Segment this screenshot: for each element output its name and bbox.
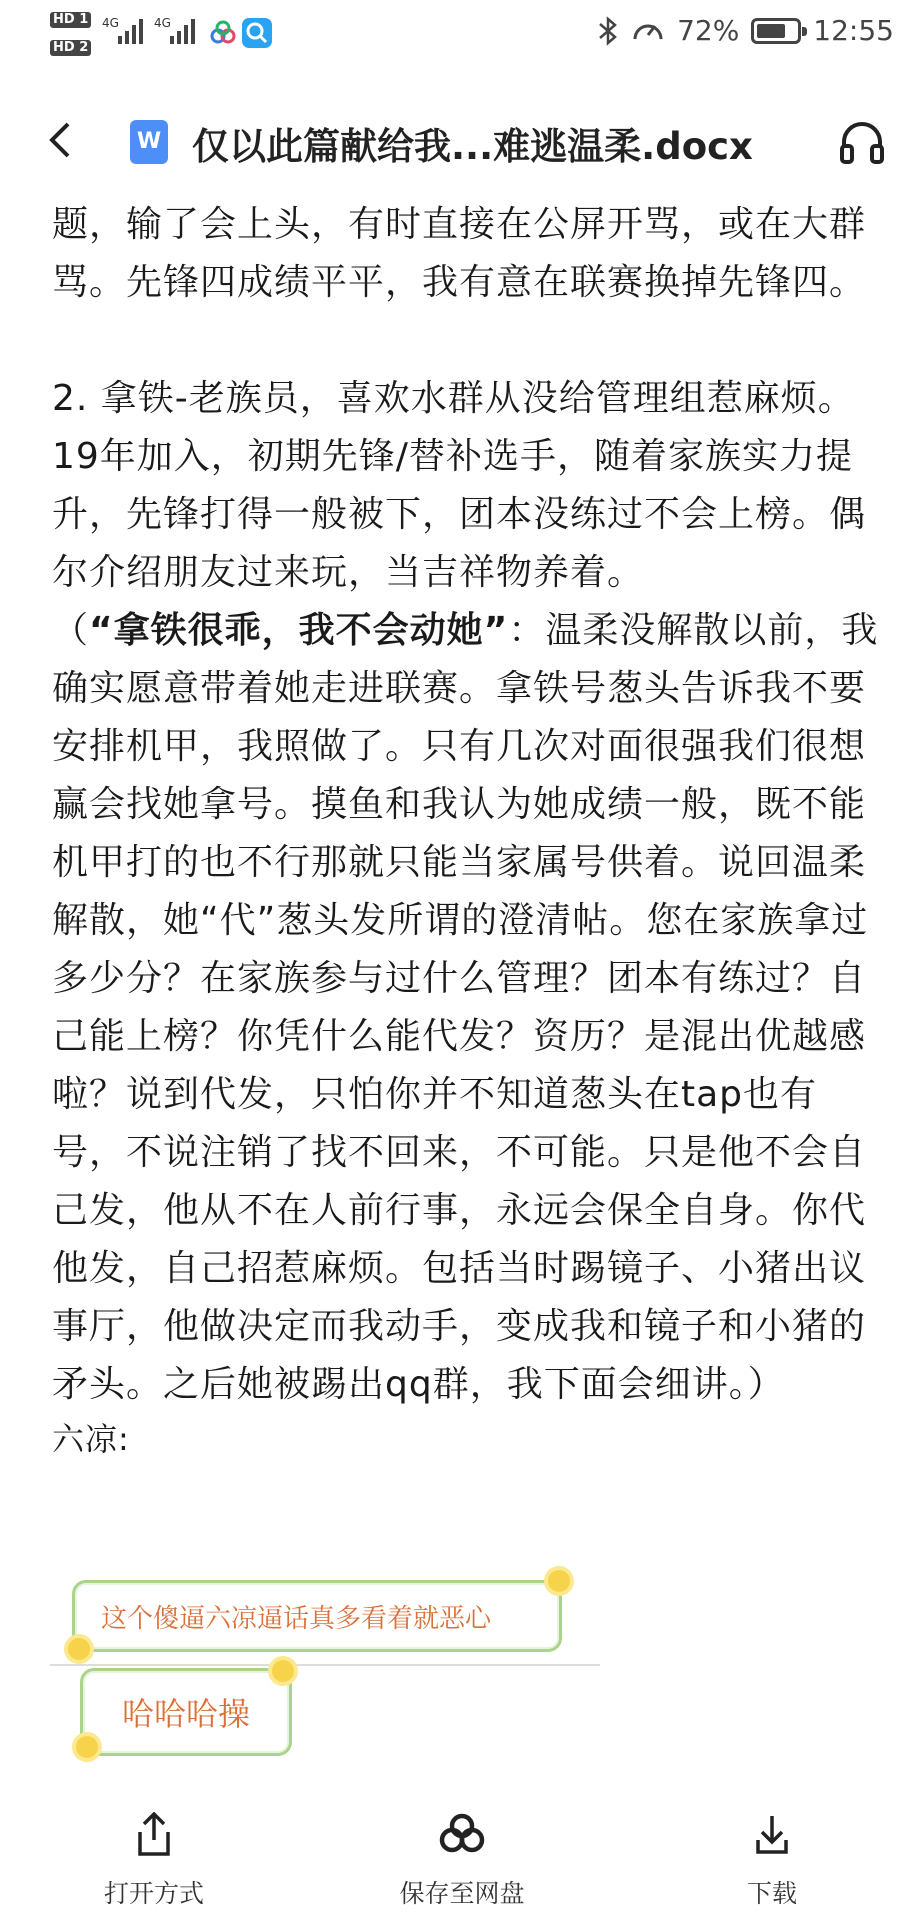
document-title: 仅以此篇献给我...难逃温柔.docx — [192, 125, 753, 168]
save-to-cloud-button[interactable] — [362, 1810, 562, 1910]
label-liuliang: 六凉: — [52, 1420, 130, 1458]
hd1-badge: HD 1 — [50, 12, 91, 28]
paragraph-3-rest: ：温柔没解散以前，我确实愿意带着她走进联赛。拿铁号葱头告诉我不要安排机甲，我照做了。只有几次对面很强我们很想赢会找她拿号。摸鱼和我认为她成绩一般，既不能机甲打的也不行那就只能当家属号供着。说回温柔解散，她“代”葱头发所谓的澄清帖。您在家族拿过多少分？在家族参与过什么管理？团本有练过？自己能上榜？你凭什么能代发？资历？是混出优越感啦？说到代发，只怕你并不知道葱头在tap也有号，不说注销了找不回来，不可能。只是他不会自己发，他从不在人前行事，永远会保全自身。你代他发，自己招惹麻烦。包括当时踢镜子、小猪出议事厅，他做决定而我动手，变成我和镜子和小猪的矛头。之后她被踢出qq群，我下面会细讲。） — [52, 610, 879, 1405]
flower-decoration-icon — [76, 1736, 98, 1758]
cloud-icon — [362, 1810, 562, 1860]
headphone-icon[interactable] — [838, 118, 886, 166]
signal-bars-2-icon — [170, 18, 195, 44]
clock: 12:55 — [813, 14, 894, 47]
back-icon[interactable] — [40, 118, 84, 162]
bottom-action-bar — [0, 1800, 924, 1920]
open-with-button[interactable] — [54, 1810, 254, 1910]
embedded-chat-image — [50, 1572, 610, 1772]
download-icon — [672, 1810, 872, 1860]
download-button[interactable] — [672, 1810, 872, 1910]
signal-label-1: 4G — [102, 16, 119, 30]
hd2-badge: HD 2 — [50, 40, 91, 56]
save-to-cloud-label: 保存至网盘 — [399, 1879, 525, 1908]
speed-icon — [631, 15, 665, 47]
cloud-app-icon — [208, 18, 238, 48]
flower-decoration-icon — [272, 1660, 294, 1682]
paragraph-gap — [52, 312, 882, 370]
paragraph-3-bold: “拿铁很乖，我不会动她” — [89, 610, 509, 651]
download-label: 下载 — [746, 1879, 797, 1908]
paragraph-1: 题，输了会上头，有时直接在公屏开骂，或在大群骂。先锋四成绩平平，我有意在联赛换掉先锋四。 — [52, 204, 867, 303]
document-body — [52, 196, 882, 1464]
paragraph-3 — [52, 602, 882, 1414]
paragraph-2: 2. 拿铁-老族员，喜欢水群从没给管理组惹麻烦。19年加入，初期先锋/替补选手，随着家族实力提升，先锋打得一般被下，团本没练过不会上榜。偶尔介绍朋友过来玩，当吉祥物养着。 — [52, 378, 867, 593]
battery-percent: 72% — [677, 14, 740, 47]
word-doc-icon: W — [130, 120, 168, 164]
status-bar — [0, 0, 924, 70]
image-divider — [50, 1664, 600, 1666]
battery-icon — [751, 18, 801, 44]
signal-bars-1-icon — [118, 18, 143, 44]
bluetooth-icon — [597, 15, 619, 47]
flower-decoration-icon — [68, 1638, 90, 1660]
flower-decoration-icon — [548, 1570, 570, 1592]
chat-bubble-1: 这个傻逼六凉逼话真多看着就恶心 — [72, 1580, 562, 1652]
open-with-label: 打开方式 — [103, 1879, 204, 1908]
paragraph-3-open: （ — [52, 610, 90, 651]
search-app-icon — [242, 18, 272, 48]
chat-bubble-2: 哈哈哈操 — [80, 1668, 292, 1756]
title-bar — [0, 80, 924, 200]
share-icon — [54, 1810, 254, 1860]
signal-label-2: 4G — [154, 16, 171, 30]
